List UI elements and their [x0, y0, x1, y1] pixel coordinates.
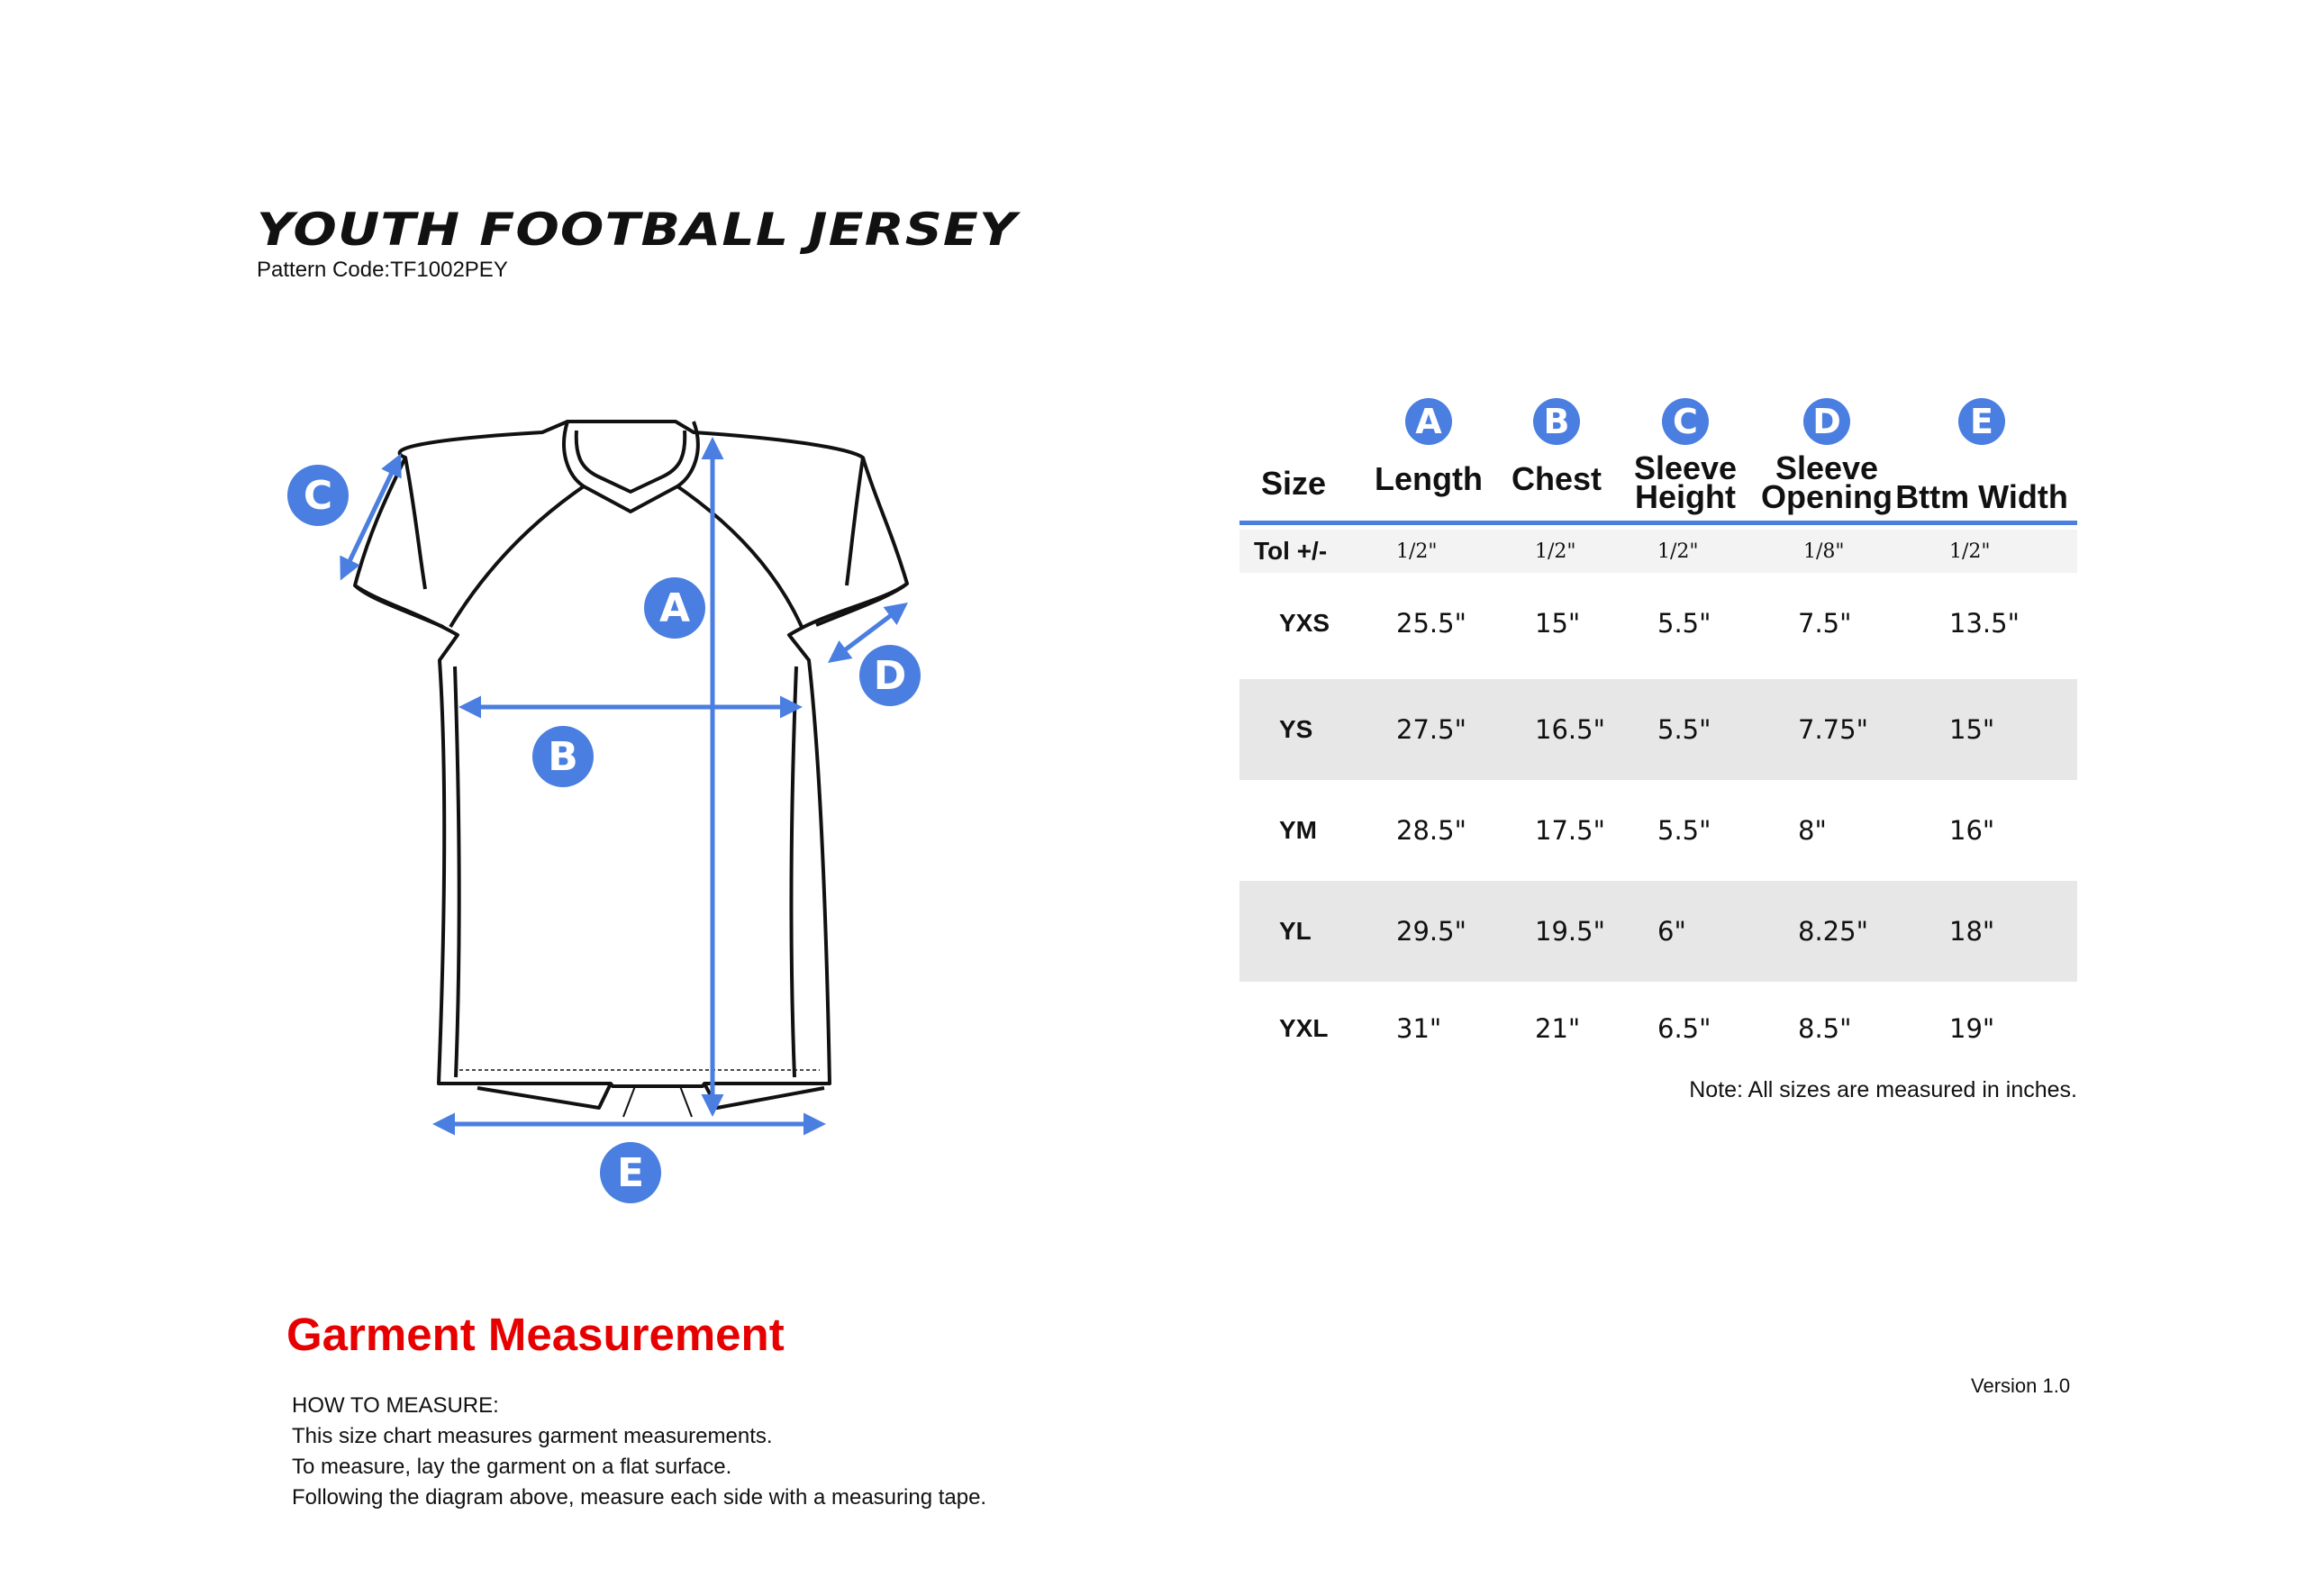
header-label: Length [1375, 460, 1483, 497]
badge-d-label: D [873, 653, 907, 699]
how-to-line: To measure, lay the garment on a flat surface. [292, 1455, 732, 1479]
diagram-badges [287, 465, 921, 1203]
table-cell: 27.5" [1396, 714, 1466, 745]
table-cell: 7.75" [1798, 714, 1868, 745]
row-size: YL [1279, 917, 1312, 945]
header-badge: D [1803, 398, 1850, 445]
badge-c-label: C [303, 473, 333, 519]
table-cell: 8" [1798, 815, 1827, 846]
table-row [1239, 982, 2077, 1075]
how-to-line: Following the diagram above, measure each side with a measuring tape. [292, 1485, 987, 1510]
table-cell: 8.25" [1798, 916, 1868, 947]
table-cell: 19" [1949, 1013, 1995, 1044]
table-cell: 5.5" [1657, 815, 1711, 846]
jersey-outline [355, 422, 907, 1117]
table-cell: 31" [1396, 1013, 1442, 1044]
header-size: Size [1260, 465, 1327, 502]
header-length [1366, 398, 1492, 497]
table-cell: 1/2" [1535, 540, 1576, 563]
table-cell: 8.5" [1798, 1013, 1852, 1044]
tolerance-row [1239, 530, 2077, 573]
header-chest [1503, 398, 1611, 497]
header-sleeve-height [1618, 398, 1753, 515]
header-label: Chest [1511, 460, 1602, 497]
table-cell: 6.5" [1657, 1013, 1711, 1044]
row-size: YM [1279, 816, 1317, 844]
table-cell: 7.5" [1798, 608, 1852, 639]
table-cell: 1/2" [1657, 540, 1699, 563]
header-label: Height [1635, 478, 1736, 515]
badge-c [287, 465, 349, 526]
header-label: Sleeve [1775, 449, 1879, 486]
table-cell: 18" [1949, 916, 1995, 947]
badge-a-label: A [658, 585, 691, 631]
table-cell: 16.5" [1535, 714, 1605, 745]
table-row [1239, 573, 2077, 674]
table-cell: 29.5" [1396, 916, 1466, 947]
jersey-diagram [270, 396, 973, 1225]
table-cell: 6" [1657, 916, 1686, 947]
tolerance-label: Tol +/- [1254, 537, 1328, 565]
row-size: YXL [1279, 1014, 1329, 1042]
table-cell: 17.5" [1535, 815, 1605, 846]
page-title: YOUTH FOOTBALL JERSEY [257, 204, 1018, 256]
table-cell: 28.5" [1396, 815, 1466, 846]
table-cell: 15" [1949, 714, 1995, 745]
badge-b [532, 726, 594, 787]
table-row [1239, 780, 2077, 881]
how-to-line: This size chart measures garment measurements. [292, 1424, 773, 1448]
table-cell: 1/2" [1949, 540, 1991, 563]
header-badge: A [1405, 398, 1452, 445]
badge-d [859, 645, 921, 706]
header-rule [1239, 521, 2077, 525]
row-size: YS [1279, 715, 1313, 743]
how-to-heading: HOW TO MEASURE: [292, 1393, 499, 1418]
badge-a [644, 577, 705, 639]
table-cell: 13.5" [1949, 608, 2020, 639]
arrow-c [342, 458, 399, 576]
badge-b-label: B [548, 734, 578, 780]
table-cell: 1/8" [1803, 540, 1845, 563]
table-cell: 5.5" [1657, 714, 1711, 745]
table-cell: 1/2" [1396, 540, 1438, 563]
table-cell: 5.5" [1657, 608, 1711, 639]
table-cell: 21" [1535, 1013, 1581, 1044]
header-label: Bttm Width [1895, 478, 2068, 515]
badge-e-label: E [616, 1150, 645, 1196]
how-to-measure [292, 1391, 986, 1513]
header-badge: C [1662, 398, 1709, 445]
header-label: Opening [1761, 478, 1893, 515]
header-label: Sleeve [1633, 449, 1738, 486]
header-bottom-width [1892, 398, 2072, 515]
header-badge: B [1533, 398, 1580, 445]
pattern-code: Pattern Code:TF1002PEY [257, 258, 508, 282]
table-cell: 19.5" [1535, 916, 1605, 947]
row-size: YXS [1279, 609, 1330, 637]
table-note: Note: All sizes are measured in inches. [1689, 1077, 2077, 1102]
garment-measurement-heading: Garment Measurement [286, 1309, 785, 1360]
version-label: Version 1.0 [1971, 1374, 2071, 1397]
header-sleeve-opening [1755, 398, 1899, 515]
header-badge: E [1958, 398, 2005, 445]
table-cell: 25.5" [1396, 608, 1466, 639]
table-row [1239, 881, 2077, 982]
table-cell: 15" [1535, 608, 1581, 639]
table-cell: 16" [1949, 815, 1995, 846]
table-row [1239, 679, 2077, 780]
badge-e [600, 1142, 661, 1203]
